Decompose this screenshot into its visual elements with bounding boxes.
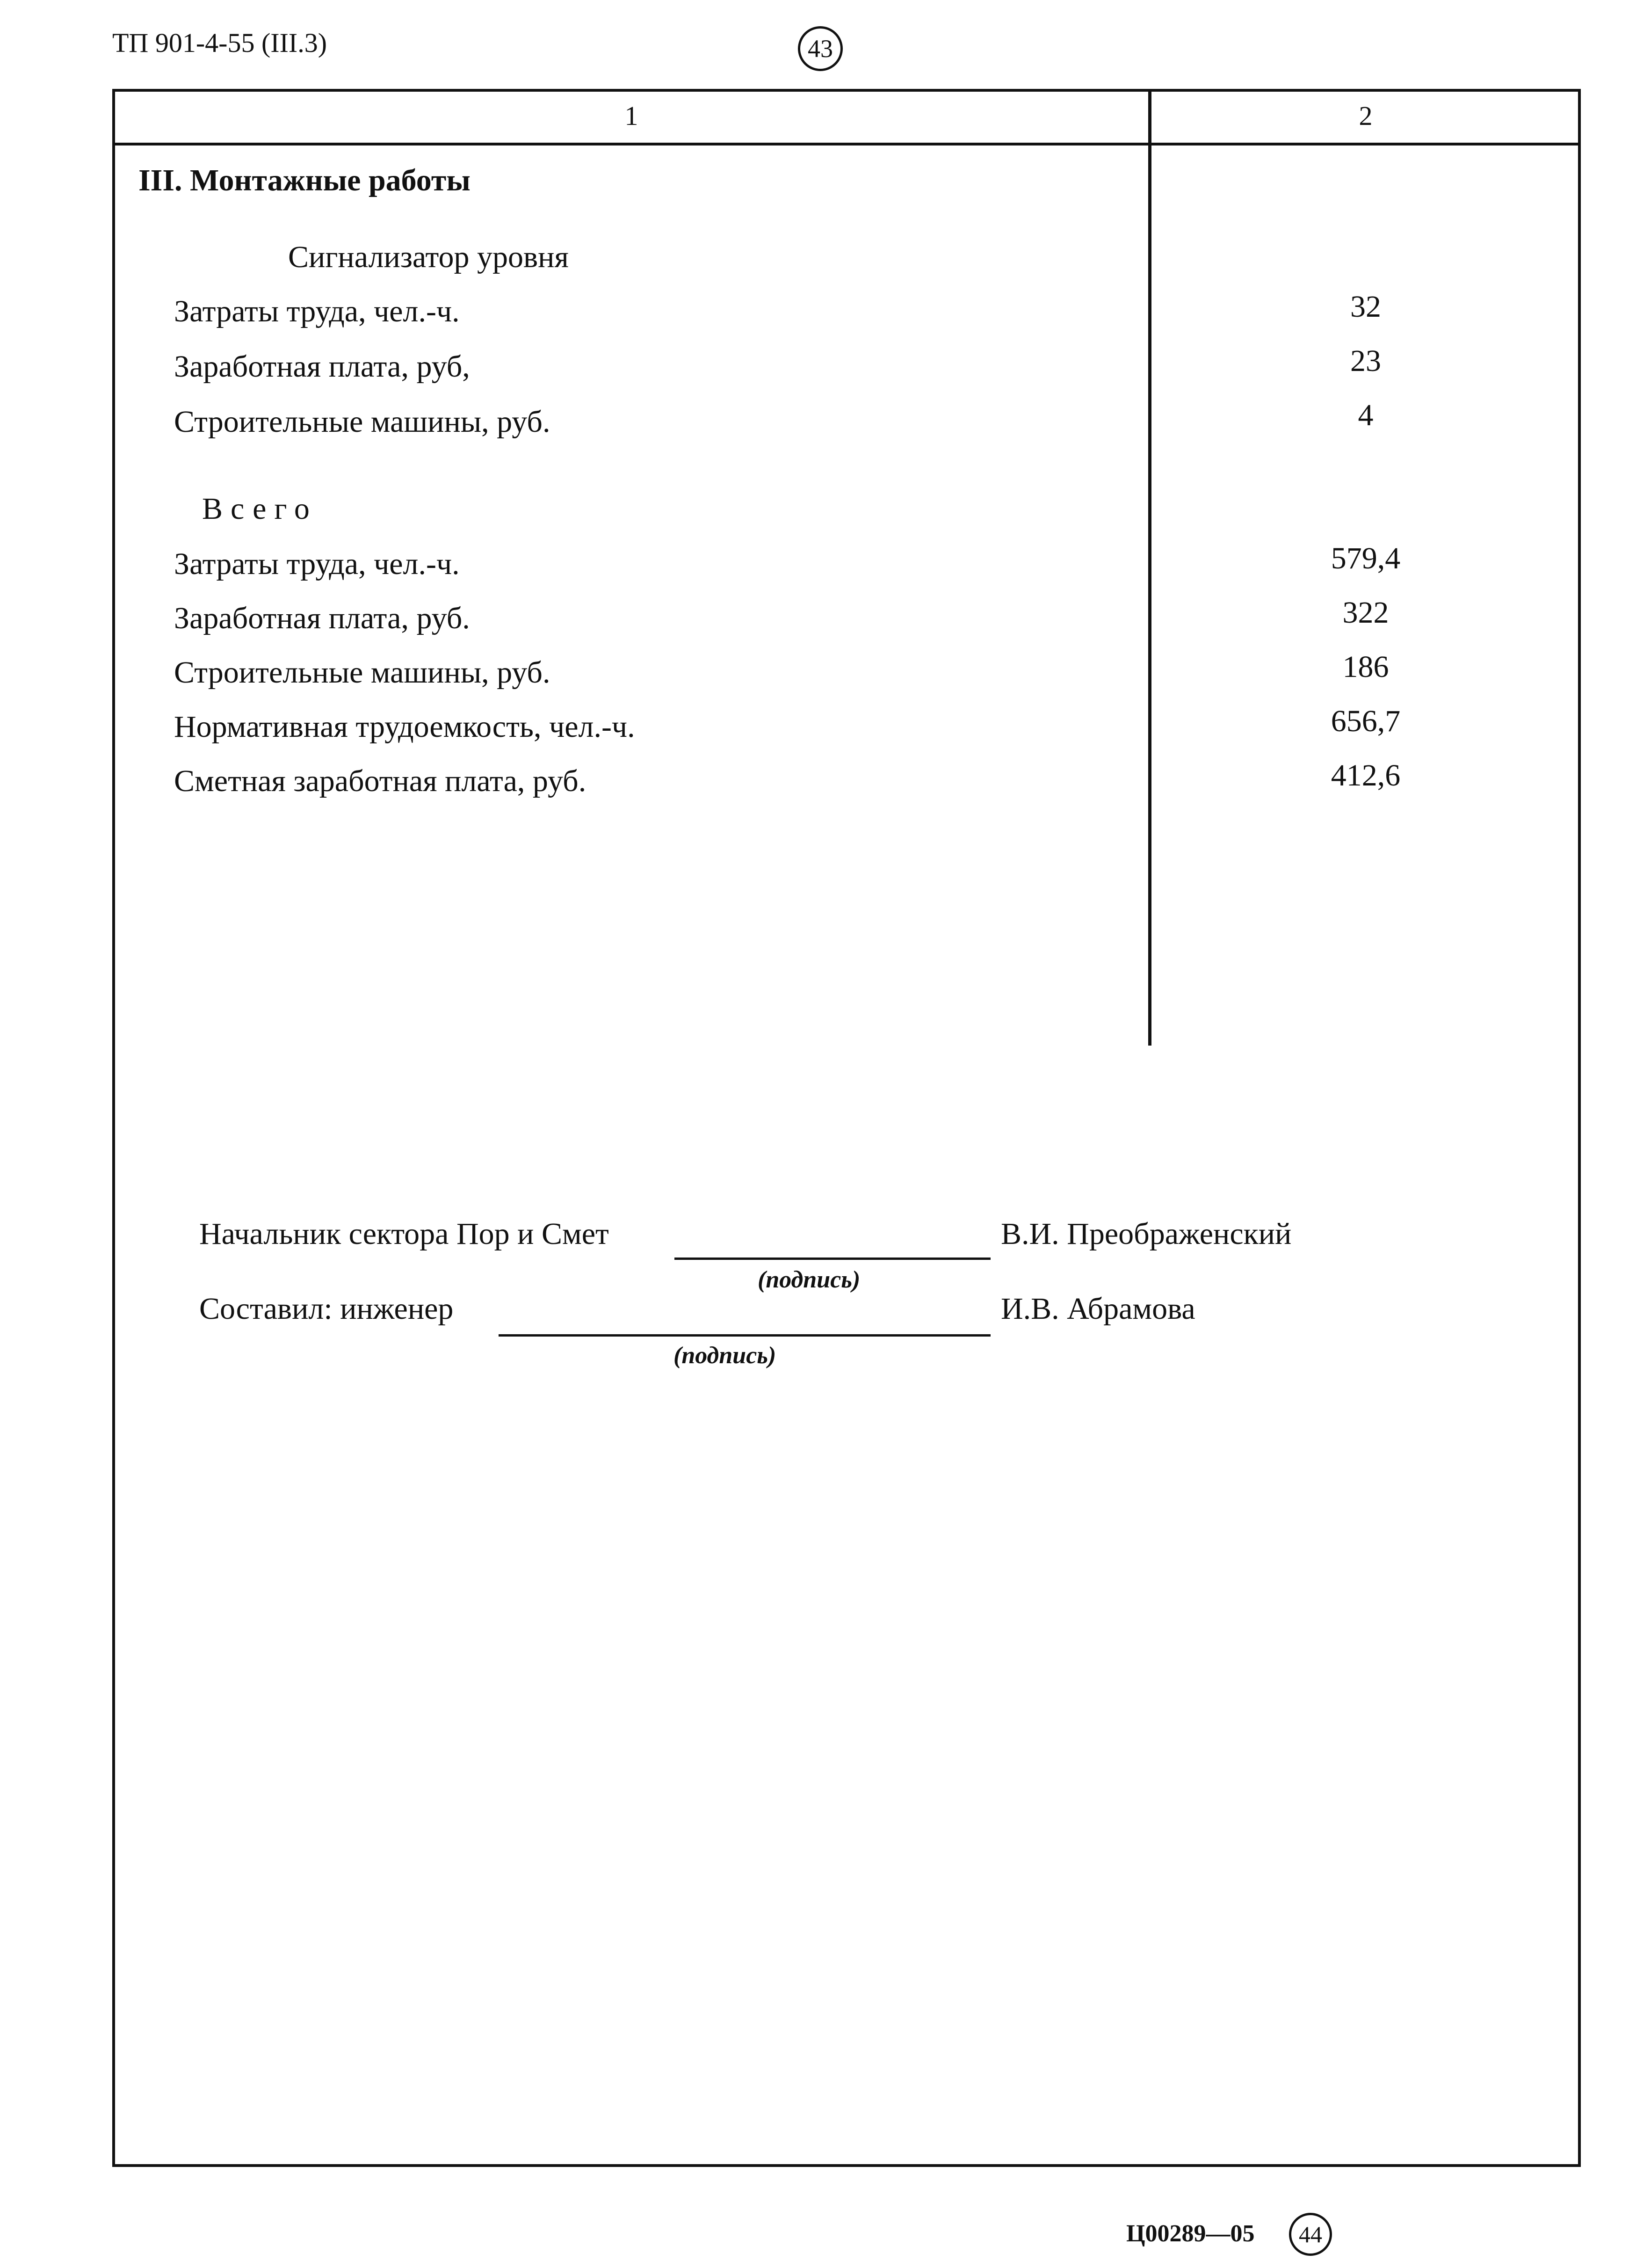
- head-signatory-name: В.И. Преображенский: [1001, 1217, 1292, 1251]
- table-header-divider: [112, 143, 1581, 145]
- table-row-label: Нормативная трудоемкость, чел.-ч.: [174, 710, 635, 744]
- footer-code: Ц00289—05: [1126, 2220, 1255, 2247]
- table-row-label: Затраты труда, чел.-ч.: [174, 547, 460, 581]
- document-code: ТП 901-4-55 (III.3): [112, 28, 327, 58]
- table-row-value: 412,6: [1331, 758, 1401, 792]
- table-row-value: 322: [1342, 596, 1389, 630]
- column-header-2: 2: [1359, 101, 1373, 131]
- table-column-divider: [1148, 89, 1151, 1046]
- table-row-label: Заработная плата, руб.: [174, 601, 470, 635]
- total-heading: Всего: [202, 492, 318, 526]
- table-row-value: 186: [1342, 650, 1389, 684]
- page-number-top: 43: [798, 26, 843, 71]
- column-header-1: 1: [624, 101, 638, 131]
- table-row-label: Затраты труда, чел.-ч.: [174, 294, 460, 328]
- table-row-label: Сметная заработная плата, руб.: [174, 764, 586, 798]
- head-signature-caption: (подпись): [758, 1266, 861, 1293]
- head-signatory-title: Начальник сектора Пор и Смет: [199, 1217, 609, 1251]
- compiler-signature-caption: (подпись): [673, 1342, 776, 1369]
- table-row-value: 4: [1358, 398, 1374, 432]
- table-row-value: 579,4: [1331, 541, 1401, 575]
- section-title: III. Монтажные работы: [138, 163, 471, 197]
- page-number-bottom: 44: [1289, 2213, 1332, 2256]
- subsection-title: Сигнализатор уровня: [288, 240, 569, 274]
- table-row-value: 32: [1350, 290, 1381, 324]
- compiler-title: Составил: инженер: [199, 1292, 454, 1326]
- compiler-name: И.В. Абрамова: [1001, 1292, 1195, 1326]
- table-row-value: 23: [1350, 344, 1381, 378]
- table-row-value: 656,7: [1331, 704, 1401, 738]
- compiler-signature-line: [499, 1334, 991, 1337]
- table-row-label: Заработная плата, руб,: [174, 349, 470, 384]
- table-row-label: Строительные машины, руб.: [174, 655, 550, 690]
- table-row-label: Строительные машины, руб.: [174, 405, 550, 439]
- head-signature-line: [674, 1258, 991, 1260]
